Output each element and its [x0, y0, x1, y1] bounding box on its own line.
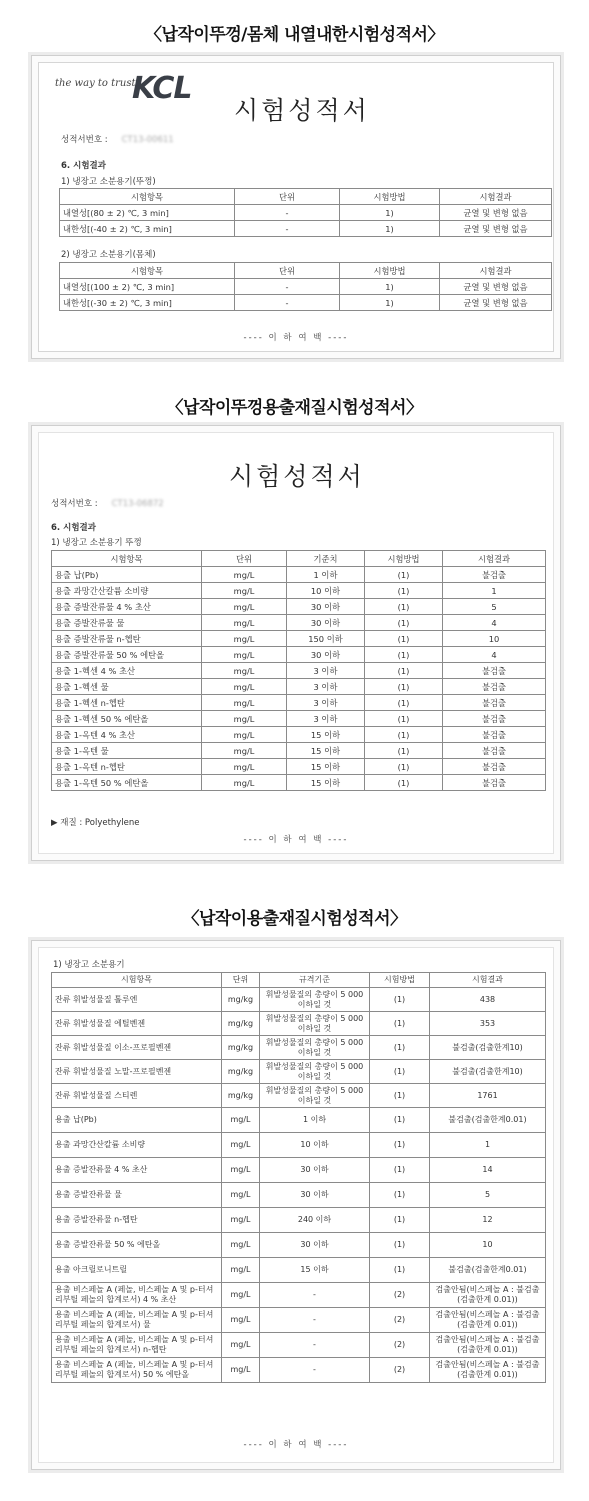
table-cell: 1): [340, 295, 440, 311]
table-cell: 5: [430, 1183, 546, 1208]
table-cell: (1): [370, 988, 430, 1012]
table-cell: (1): [370, 1183, 430, 1208]
table-cell: 불검출: [443, 759, 546, 775]
table-cell: 용출 1-헥센 물: [52, 679, 202, 695]
table-cell: 불검출: [443, 695, 546, 711]
table-cell: (1): [365, 727, 443, 743]
table-cell: 용출 1-옥텐 50 % 에탄올: [52, 775, 202, 791]
subsection-lid: 1) 냉장고 소분용기 뚜껑: [51, 538, 142, 548]
table-cell: mg/L: [222, 1133, 260, 1158]
table-cell: 1 이하: [260, 1108, 370, 1133]
table-cell: (2): [370, 1308, 430, 1333]
table-cell: 용출 과망간산칼륨 소비량: [52, 1133, 222, 1158]
heading-heat-cold-test: 〈납작이뚜껑/몸체 내열내한시험성적서〉: [145, 25, 444, 45]
table-cell: 12: [430, 1208, 546, 1233]
table-cell: 30 이하: [260, 1233, 370, 1258]
table-row: [52, 775, 546, 791]
table-cell: 150 이하: [287, 631, 365, 647]
table-cell: 불검출: [443, 567, 546, 583]
table-cell: 용출 비스페놀 A (페놀, 비스페놀 A 및 p-터셔리부틸 페놀의 합계로서) n-헵탄: [52, 1333, 222, 1358]
certificate-number: [61, 133, 174, 145]
end-mark: ---- 이 하 여 백 ----: [243, 1440, 349, 1450]
table-cell: mg/L: [222, 1158, 260, 1183]
table-cell: 내열성[(80 ± 2) ℃, 3 min]: [60, 205, 235, 221]
document-title: 시험성적서: [229, 462, 365, 491]
column-header: 단위: [235, 263, 340, 279]
table-row: [52, 663, 546, 679]
document-heat-cold-certificate: [31, 55, 561, 359]
table-cell: 잔류 휘발성물질 톨루엔: [52, 988, 222, 1012]
table-cell: 1 이하: [287, 567, 365, 583]
table-cell: 10: [443, 631, 546, 647]
document-container-migration-certificate: [31, 940, 561, 1470]
table-cell: 10: [430, 1233, 546, 1258]
table-header-row: [60, 189, 552, 205]
table-row: [52, 1108, 546, 1133]
table-cell: 균열 및 변형 없음: [440, 279, 552, 295]
table-cell: -: [260, 1358, 370, 1383]
table-cell: 용출 비스페놀 A (페놀, 비스페놀 A 및 p-터셔리부틸 페놀의 합계로서) 4 % 초산: [52, 1283, 222, 1308]
table-cell: 4: [443, 615, 546, 631]
table-cell: 용출 1-옥텐 물: [52, 743, 202, 759]
table-cell: 5: [443, 599, 546, 615]
table-cell: mg/kg: [222, 1012, 260, 1036]
table-row: [52, 1358, 546, 1383]
table-row: [52, 1012, 546, 1036]
table-cell: 용출 증발잔류물 50 % 에탄올: [52, 1233, 222, 1258]
table-cell: -: [260, 1333, 370, 1358]
table-row: [52, 567, 546, 583]
table-cell: 균열 및 변형 없음: [440, 205, 552, 221]
table-cell: 1: [430, 1133, 546, 1158]
table-row: [52, 1333, 546, 1358]
table-cell: 3 이하: [287, 679, 365, 695]
material-note: ▶ 재질 : Polyethylene: [51, 818, 140, 828]
table-row: [52, 759, 546, 775]
table-cell: mg/L: [222, 1108, 260, 1133]
column-header: 단위: [202, 551, 287, 567]
table-cell: 30 이하: [287, 599, 365, 615]
kcl-logo: KCL: [132, 71, 192, 106]
table-cell: (1): [365, 631, 443, 647]
table-cell: 1: [443, 583, 546, 599]
table-cell: (1): [365, 583, 443, 599]
column-header: 시험결과: [443, 551, 546, 567]
table-cell: mg/kg: [222, 1060, 260, 1084]
table-cell: (1): [370, 1158, 430, 1183]
table-cell: 불검출: [443, 727, 546, 743]
table-cell: mg/L: [202, 663, 287, 679]
table-cell: (1): [370, 1133, 430, 1158]
table-cell: 용출 증발잔류물 n-헵탄: [52, 631, 202, 647]
table-cell: (1): [365, 743, 443, 759]
table-cell: 용출 증발잔류물 물: [52, 1183, 222, 1208]
table-cell: 내한성[(-40 ± 2) ℃, 3 min]: [60, 221, 235, 237]
table-cell: mg/kg: [222, 1084, 260, 1108]
table-cell: 용출 아크릴로니트릴: [52, 1258, 222, 1283]
column-header: 기준치: [287, 551, 365, 567]
table-cell: mg/kg: [222, 988, 260, 1012]
table-cell: (1): [365, 759, 443, 775]
table-cell: 불검출: [443, 775, 546, 791]
table-row: [52, 988, 546, 1012]
table-cell: mg/L: [222, 1283, 260, 1308]
table-cell: 15 이하: [287, 759, 365, 775]
table-cell: mg/L: [202, 615, 287, 631]
table-cell: 15 이하: [287, 775, 365, 791]
heading-lid-migration-test: 〈납작이뚜껑용출재질시험성적서〉: [166, 398, 423, 418]
table-row: [52, 1158, 546, 1183]
column-header: 시험항목: [52, 973, 222, 988]
end-mark: ---- 이 하 여 백 ----: [243, 333, 349, 343]
column-header: 시험항목: [60, 189, 235, 205]
column-header: 시험항목: [52, 551, 202, 567]
table-cell: (2): [370, 1333, 430, 1358]
table-cell: 잔류 휘발성물질 스티렌: [52, 1084, 222, 1108]
table-cell: 용출 1-옥텐 4 % 초산: [52, 727, 202, 743]
table-cell: 3 이하: [287, 695, 365, 711]
table-cell: 4: [443, 647, 546, 663]
table-row: [52, 711, 546, 727]
table-cell: 15 이하: [287, 727, 365, 743]
document-title: 시험성적서: [234, 96, 370, 125]
table-row: [52, 1036, 546, 1060]
column-header: 시험항목: [60, 263, 235, 279]
table-cell: 불검출(검출한계10): [430, 1060, 546, 1084]
table-cell: 잔류 휘발성물질 에틸벤젠: [52, 1012, 222, 1036]
table-cell: 10 이하: [260, 1133, 370, 1158]
table-cell: -: [235, 205, 340, 221]
table-cell: (1): [365, 599, 443, 615]
table-cell: 용출 1-헥센 50 % 에탄올: [52, 711, 202, 727]
table-row: [52, 1084, 546, 1108]
table-cell: 용출 1-옥텐 n-헵탄: [52, 759, 202, 775]
table-row: [52, 679, 546, 695]
table-row: [52, 1283, 546, 1308]
table-cell: 10 이하: [287, 583, 365, 599]
end-mark: ---- 이 하 여 백 ----: [243, 835, 349, 845]
table-row: [52, 1233, 546, 1258]
column-header: 시험방법: [370, 973, 430, 988]
table-cell: mg/L: [202, 695, 287, 711]
table-cell: mg/L: [202, 743, 287, 759]
table-cell: 15 이하: [287, 743, 365, 759]
table-cell: (1): [370, 1012, 430, 1036]
table-row: [52, 727, 546, 743]
table-cell: 15 이하: [260, 1258, 370, 1283]
table-cell: 균열 및 변형 없음: [440, 221, 552, 237]
table-cell: (1): [365, 679, 443, 695]
table-cell: mg/L: [202, 631, 287, 647]
table-cell: 휘발성물질의 총량이 5 000 이하일 것: [260, 1036, 370, 1060]
column-header: 단위: [235, 189, 340, 205]
table-cell: 휘발성물질의 총량이 5 000 이하일 것: [260, 1012, 370, 1036]
column-header: 시험결과: [440, 189, 552, 205]
table-cell: mg/L: [202, 727, 287, 743]
table-cell: 내열성[(100 ± 2) ℃, 3 min]: [60, 279, 235, 295]
table-cell: mg/L: [222, 1208, 260, 1233]
table-cell: -: [235, 279, 340, 295]
table-cell: 휘발성물질의 총량이 5 000 이하일 것: [260, 1084, 370, 1108]
table-cell: (1): [370, 1084, 430, 1108]
table-cell: -: [260, 1283, 370, 1308]
table-row: [52, 1183, 546, 1208]
table-cell: 잔류 휘발성물질 이소-프로필벤젠: [52, 1036, 222, 1060]
column-header: 시험결과: [430, 973, 546, 988]
certificate-number-label: 성적서번호 :: [51, 499, 98, 509]
column-header: 시험방법: [340, 263, 440, 279]
column-header: 단위: [222, 973, 260, 988]
table-row: [60, 205, 552, 221]
table-cell: mg/L: [202, 583, 287, 599]
table-cell: 불검출: [443, 711, 546, 727]
table-row: [52, 1133, 546, 1158]
table-row: [52, 631, 546, 647]
table-cell: 휘발성물질의 총량이 5 000 이하일 것: [260, 988, 370, 1012]
table-cell: (1): [365, 663, 443, 679]
table-row: [52, 599, 546, 615]
table-cell: 용출 증발잔류물 n-헵탄: [52, 1208, 222, 1233]
table-row: [60, 221, 552, 237]
table-cell: 438: [430, 988, 546, 1012]
table-cell: 용출 증발잔류물 50 % 에탄올: [52, 647, 202, 663]
table-header-row: [60, 263, 552, 279]
table-cell: (1): [370, 1233, 430, 1258]
document-lid-migration-certificate: [31, 425, 561, 861]
table-cell: (1): [365, 711, 443, 727]
certificate-number-value: CT13-06872: [111, 499, 164, 509]
certificate-number-label: 성적서번호 :: [61, 135, 108, 145]
table-cell: mg/kg: [222, 1036, 260, 1060]
table-cell: (1): [370, 1060, 430, 1084]
table-cell: (1): [370, 1258, 430, 1283]
table-cell: 용출 비스페놀 A (페놀, 비스페놀 A 및 p-터셔리부틸 페놀의 합계로서) 물: [52, 1308, 222, 1333]
table-cell: 240 이하: [260, 1208, 370, 1233]
results-table-body: [59, 262, 552, 311]
table-cell: mg/L: [222, 1358, 260, 1383]
table-cell: 불검출(검출한계0.01): [430, 1258, 546, 1283]
table-row: [52, 1258, 546, 1283]
table-cell: mg/L: [202, 775, 287, 791]
table-cell: (1): [365, 695, 443, 711]
table-cell: mg/L: [202, 647, 287, 663]
subsection-container: 1) 냉장고 소분용기: [53, 960, 125, 970]
table-row: [52, 1208, 546, 1233]
table-cell: 353: [430, 1012, 546, 1036]
column-header: 시험방법: [340, 189, 440, 205]
table-cell: (1): [365, 647, 443, 663]
table-cell: 14: [430, 1158, 546, 1183]
table-cell: 균열 및 변형 없음: [440, 295, 552, 311]
table-cell: 용출 과망간산칼륨 소비량: [52, 583, 202, 599]
table-cell: 30 이하: [260, 1158, 370, 1183]
table-cell: 용출 비스페놀 A (페놀, 비스페놀 A 및 p-터셔리부틸 페놀의 합계로서) 50 % 에탄올: [52, 1358, 222, 1383]
table-cell: mg/L: [222, 1258, 260, 1283]
table-cell: 30 이하: [287, 615, 365, 631]
table-row: [52, 743, 546, 759]
column-header: 시험방법: [365, 551, 443, 567]
table-row: [52, 1060, 546, 1084]
table-header-row: [52, 973, 546, 988]
table-row: [52, 615, 546, 631]
table-cell: 1): [340, 221, 440, 237]
table-cell: 검출안됨(비스페놀 A : 불검출(검출한계 0.01)): [430, 1333, 546, 1358]
table-cell: (2): [370, 1358, 430, 1383]
table-cell: (1): [370, 1036, 430, 1060]
table-cell: 불검출(검출한계10): [430, 1036, 546, 1060]
table-cell: 30 이하: [260, 1183, 370, 1208]
table-cell: (1): [370, 1108, 430, 1133]
table-cell: 불검출: [443, 743, 546, 759]
table-row: [52, 1308, 546, 1333]
subsection-body: 2) 냉장고 소분용기(몸체): [61, 250, 156, 260]
table-row: [52, 583, 546, 599]
table-cell: (1): [365, 567, 443, 583]
table-cell: mg/L: [222, 1308, 260, 1333]
migration-results-table: [51, 550, 546, 791]
table-cell: mg/L: [202, 599, 287, 615]
table-cell: mg/L: [202, 759, 287, 775]
table-cell: mg/L: [222, 1183, 260, 1208]
table-cell: 용출 납(Pb): [52, 1108, 222, 1133]
table-cell: 잔류 휘발성물질 노말-프로필벤젠: [52, 1060, 222, 1084]
results-table-lid: [59, 188, 552, 237]
container-results-table: [51, 972, 546, 1383]
table-cell: 용출 증발잔류물 4 % 초산: [52, 599, 202, 615]
table-cell: 1): [340, 279, 440, 295]
table-cell: 휘발성물질의 총량이 5 000 이하일 것: [260, 1060, 370, 1084]
certificate-number: [51, 497, 164, 509]
table-cell: -: [260, 1308, 370, 1333]
table-cell: 3 이하: [287, 663, 365, 679]
table-row: [52, 647, 546, 663]
table-header-row: [52, 551, 546, 567]
section-title: 6. 시험결과: [51, 523, 96, 533]
table-cell: 용출 1-헥센 n-헵탄: [52, 695, 202, 711]
table-cell: (2): [370, 1283, 430, 1308]
table-cell: 용출 납(Pb): [52, 567, 202, 583]
table-cell: 불검출: [443, 663, 546, 679]
table-cell: 검출안됨(비스페놀 A : 불검출(검출한계 0.01)): [430, 1283, 546, 1308]
table-cell: mg/L: [202, 679, 287, 695]
table-cell: 용출 1-헥센 4 % 초산: [52, 663, 202, 679]
table-cell: 내한성[(-30 ± 2) ℃, 3 min]: [60, 295, 235, 311]
table-cell: -: [235, 295, 340, 311]
table-cell: mg/L: [202, 567, 287, 583]
table-row: [60, 279, 552, 295]
table-cell: mg/L: [222, 1333, 260, 1358]
tagline: the way to trust: [55, 78, 136, 89]
table-cell: -: [235, 221, 340, 237]
section-title: 6. 시험결과: [61, 161, 106, 171]
table-cell: 용출 증발잔류물 물: [52, 615, 202, 631]
heading-container-migration-test: 〈납작이용출재질시험성적서〉: [182, 909, 407, 929]
column-header: 시험결과: [440, 263, 552, 279]
table-cell: 30 이하: [287, 647, 365, 663]
table-cell: 3 이하: [287, 711, 365, 727]
table-cell: 1761: [430, 1084, 546, 1108]
table-cell: (1): [365, 775, 443, 791]
table-cell: 불검출: [443, 679, 546, 695]
certificate-number-value: CT13-00611: [121, 135, 174, 145]
table-cell: (1): [370, 1208, 430, 1233]
table-cell: 용출 증발잔류물 4 % 초산: [52, 1158, 222, 1183]
table-cell: (1): [365, 615, 443, 631]
column-header: 규격기준: [260, 973, 370, 988]
table-cell: 1): [340, 205, 440, 221]
table-cell: 검출안됨(비스페놀 A : 불검출(검출한계 0.01)): [430, 1308, 546, 1333]
table-cell: 검출안됨(비스페놀 A : 불검출(검출한계 0.01)): [430, 1358, 546, 1383]
subsection-lid: 1) 냉장고 소분용기(뚜껑): [61, 177, 156, 187]
table-cell: mg/L: [222, 1233, 260, 1258]
table-row: [60, 295, 552, 311]
table-cell: 불검출(검출한계0.01): [430, 1108, 546, 1133]
table-cell: mg/L: [202, 711, 287, 727]
table-row: [52, 695, 546, 711]
